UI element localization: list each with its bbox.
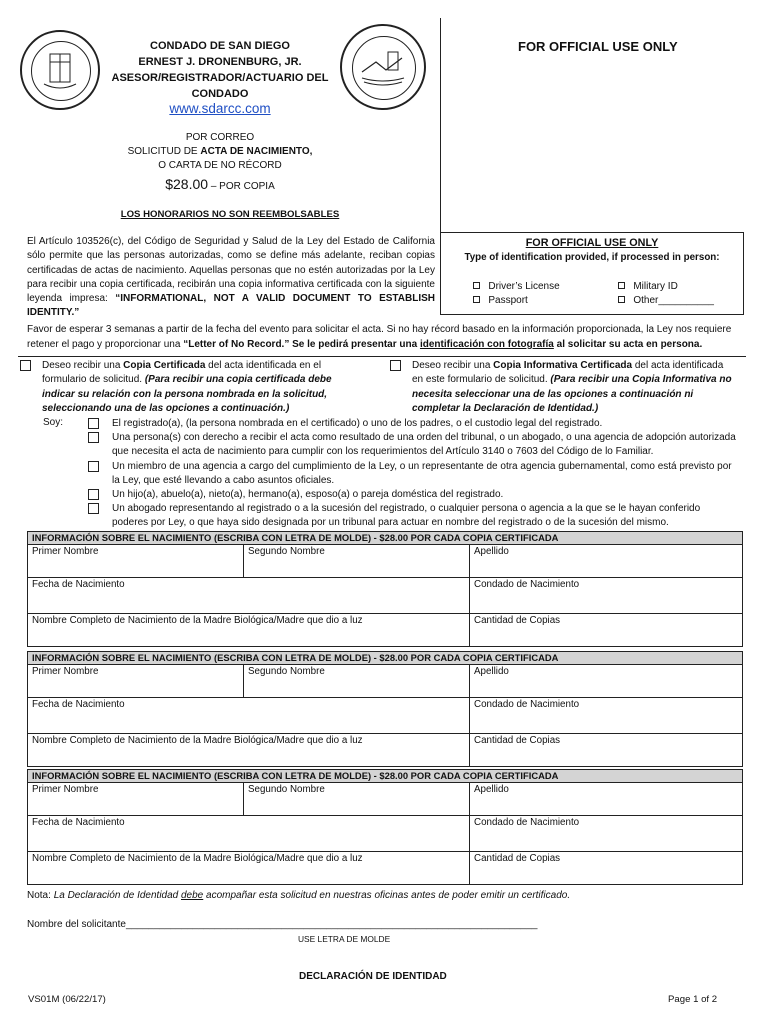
middle-name-field[interactable] — [244, 665, 470, 698]
first-name-field[interactable] — [28, 545, 244, 578]
copies-label: Cantidad de Copias — [474, 853, 561, 864]
first-name-field[interactable] — [28, 665, 244, 698]
relationship-option — [88, 417, 738, 431]
seal-right-graphic — [342, 26, 424, 108]
note-must: debe — [181, 890, 204, 901]
copies-field[interactable] — [470, 734, 743, 767]
officer-title-line2: CONDADO — [191, 88, 249, 100]
relationship-checkbox-2[interactable] — [88, 432, 99, 443]
website-link[interactable]: www.sdarcc.com — [169, 101, 271, 116]
drivers-license-checkbox[interactable] — [473, 282, 480, 289]
last-name-field[interactable] — [470, 545, 743, 578]
applicant-name-input[interactable]: __________________________________________________________________________ — [125, 919, 538, 930]
last-name-field[interactable] — [470, 665, 743, 698]
birth-date-field[interactable] — [28, 816, 470, 852]
birth-county-field[interactable] — [470, 578, 743, 614]
copy-section-top-rule — [18, 356, 746, 357]
mother-name-field[interactable] — [28, 614, 470, 647]
official-use-box-title: FOR OFFICIAL USE ONLY — [525, 237, 659, 249]
copies-field[interactable] — [470, 852, 743, 885]
declaration-title: DECLARACIÓN DE IDENTIDAD — [299, 971, 447, 982]
note-italic-2: acompañar esta solicitud en nuestras oficinas antes de poder emitir un certificado. — [203, 890, 571, 901]
relationship-option — [88, 431, 738, 459]
certified-suffix: del acta identificada en el formulario de solicitud. — [42, 360, 322, 386]
relationship-label: Soy: — [43, 417, 64, 428]
passport-checkbox[interactable] — [473, 296, 480, 303]
certified-copy-option — [42, 359, 342, 416]
relationship-checkbox-1[interactable] — [88, 418, 99, 429]
last-name-field[interactable] — [470, 783, 743, 816]
birth-date-field[interactable] — [28, 698, 470, 734]
mother-name-label: Nombre Completo de Nacimiento de la Madre Biológica/Madre que dio a luz — [32, 853, 363, 864]
relationship-checkbox-4[interactable] — [88, 489, 99, 500]
military-id-checkbox[interactable] — [618, 282, 625, 289]
certified-copy-checkbox[interactable] — [20, 360, 31, 374]
fee-amount: $28.00 — [165, 176, 209, 192]
military-id-label: Military ID — [633, 281, 678, 292]
first-name-field[interactable] — [28, 783, 244, 816]
informative-suffix: del acta identificada en este formulario de solicitud. — [412, 360, 724, 386]
birth-info-table-3 — [27, 769, 743, 885]
article-legend: “INFORMATIONAL, NOT A VALID DOCUMENT TO ESTABLISH IDENTITY.” — [27, 293, 435, 319]
relationship-option-4-text: Un hijo(a), abuelo(a), nieto(a), hermano(a), esposo(a) o pareja doméstica del registrado. — [112, 489, 504, 501]
birth-info-header: INFORMACIÓN SOBRE EL NACIMIENTO (ESCRIBA CON LETRA DE MOLDE) - $28.00 POR CADA COPIA CERTIFICADA — [28, 532, 743, 545]
last-name-label: Apellido — [474, 784, 509, 795]
birth-county-field[interactable] — [470, 698, 743, 734]
informative-copy-option — [412, 359, 737, 416]
mother-name-field[interactable] — [28, 852, 470, 885]
birth-date-field[interactable] — [28, 578, 470, 614]
print-hint: USE LETRA DE MOLDE — [298, 934, 391, 944]
request-prefix: SOLICITUD DE — [127, 146, 201, 157]
county-name: CONDADO DE SAN DIEGO — [150, 40, 290, 52]
relationship-checkbox-5[interactable] — [88, 503, 99, 514]
relationship-option — [88, 460, 738, 488]
certified-instructions: (Para recibir una copia certificada debe indicar su relación con la persona nombrada en la solicitud, seleccionando una de las opciones a continuación.) — [42, 374, 332, 414]
official-use-label: FOR OFFICIAL USE ONLY — [518, 39, 678, 54]
officer-title-line1: ASESOR/REGISTRADOR/ACTUARIO DEL — [111, 72, 329, 84]
mother-name-field[interactable] — [28, 734, 470, 767]
birth-date-label: Fecha de Nacimiento — [32, 817, 125, 828]
request-type: ACTA DE NACIMIENTO, — [200, 146, 313, 157]
passport-label: Passport — [488, 295, 528, 306]
header-divider — [440, 18, 441, 232]
wait-photo-id: identificación con fotografía — [419, 339, 554, 350]
copies-label: Cantidad de Copias — [474, 735, 561, 746]
form-code: VS01M (06/22/17) — [28, 994, 106, 1005]
first-name-label: Primer Nombre — [32, 546, 99, 557]
birth-info-table-2 — [27, 651, 743, 767]
birth-county-label: Condado de Nacimiento — [474, 579, 580, 590]
request-block — [80, 131, 360, 173]
county-seal-left — [20, 30, 100, 110]
no-record-label: O CARTA DE NO RÉCORD — [158, 160, 282, 171]
wait-text: Favor de esperar 3 semanas a partir de la fecha del evento para solicitar el acta. Si no hay récord basado en la información proporcionada, la Ley nos requiere retener el pago y proporcionar una — [27, 324, 732, 350]
relationship-option — [88, 488, 738, 502]
relationship-option-5-text: Un abogado representando al registrado o a la sucesión del registrado, o cualquier persona o agencia a la que se le hayan conferido poderes por Ley, o que haya sido designada por un tribunal para actuar en nombre del registrado o de la sucesión del mismo. — [112, 503, 701, 529]
applicant-name-label: Nombre del solicitante — [27, 919, 126, 930]
wait-paragraph — [27, 322, 747, 352]
middle-name-label: Segundo Nombre — [248, 666, 325, 677]
other-id-checkbox[interactable] — [618, 296, 625, 303]
declaration-note — [27, 890, 747, 901]
last-name-label: Apellido — [474, 546, 509, 557]
header-block — [105, 38, 335, 102]
mother-name-label: Nombre Completo de Nacimiento de la Madre Biológica/Madre que dio a luz — [32, 615, 363, 626]
other-id-label: Other__________ — [633, 295, 714, 306]
informative-bold: Copia Informativa Certificada — [493, 360, 633, 371]
official-use-box-subtitle: Type of identification provided, if processed in person: — [464, 252, 720, 263]
birth-info-header: INFORMACIÓN SOBRE EL NACIMIENTO (ESCRIBA CON LETRA DE MOLDE) - $28.00 POR CADA COPIA CERTIFICADA — [28, 652, 743, 665]
middle-name-label: Segundo Nombre — [248, 546, 325, 557]
non-refundable-notice: LOS HONORARIOS NO SON REEMBOLSABLES — [120, 209, 340, 220]
birth-county-label: Condado de Nacimiento — [474, 817, 580, 828]
middle-name-label: Segundo Nombre — [248, 784, 325, 795]
article-text: El Artículo 103526(c), del Código de Seguridad y Salud de la Ley del Estado de California sólo permite que las personas autorizadas, como se define más adelante, reciban copias certificadas de actas de nacimiento. Aquellas personas que no estén autorizadas por la Ley para recibir una copia certificada, recibirán una copia informativa certificada con la siguiente leyenda impresa: — [27, 236, 435, 305]
middle-name-field[interactable] — [244, 545, 470, 578]
birth-date-label: Fecha de Nacimiento — [32, 579, 125, 590]
birth-info-header: INFORMACIÓN SOBRE EL NACIMIENTO (ESCRIBA CON LETRA DE MOLDE) - $28.00 POR CADA COPIA CERTIFICADA — [28, 770, 743, 783]
applicant-name-row — [27, 919, 747, 930]
relationship-checkbox-3[interactable] — [88, 461, 99, 472]
page-number: Page 1 of 2 — [668, 994, 718, 1005]
relationship-options — [88, 417, 738, 531]
note-italic-1: La Declaración de Identidad — [53, 890, 181, 901]
certified-bold: Copia Certificada — [123, 360, 206, 371]
note-prefix: Nota: — [27, 890, 54, 901]
informative-prefix: Deseo recibir una — [412, 360, 494, 371]
wait-bold1: “Letter of No Record.” Se le pedirá presentar una — [183, 339, 420, 350]
drivers-license-label: Driver’s License — [488, 281, 560, 292]
birth-county-field[interactable] — [470, 816, 743, 852]
official-use-box — [440, 232, 744, 315]
relationship-option-2-text: Una persona(s) con derecho a recibir el acta como resultado de una orden del tribunal, o un abogado, o una agencia de adopción autorizada que necesita el acta de nacimiento para cumplir con los requerimientos del Artículo 3140 o 7603 del Código de lo Familiar. — [112, 432, 736, 458]
certified-prefix: Deseo recibir una — [42, 360, 124, 371]
mother-name-label: Nombre Completo de Nacimiento de la Madre Biológica/Madre que dio a luz — [32, 735, 363, 746]
birth-info-table-1 — [27, 531, 743, 647]
first-name-label: Primer Nombre — [32, 666, 99, 677]
seal-left-graphic — [22, 32, 98, 108]
relationship-option-3-text: Un miembro de una agencia a cargo del cumplimiento de la Ley, o un representante de otra agencia gubernamental, como está previsto por la Ley, que esté llevando a cabo asuntos oficiales. — [112, 460, 732, 486]
informative-copy-checkbox[interactable] — [390, 360, 401, 374]
first-name-label: Primer Nombre — [32, 784, 99, 795]
middle-name-field[interactable] — [244, 783, 470, 816]
informative-instructions: (Para recibir una Copia Informativa no necesita seleccionar una de las opciones a continuación ni completar la Declaración de Identidad.) — [412, 374, 732, 414]
officer-name: ERNEST J. DRONENBURG, JR. — [138, 56, 302, 68]
by-mail-label: POR CORREO — [185, 132, 255, 143]
last-name-label: Apellido — [474, 666, 509, 677]
relationship-option-1-text: El registrado(a), (la persona nombrada en el certificado) o uno de los padres, o el custodio legal del registrado. — [112, 418, 603, 429]
copies-field[interactable] — [470, 614, 743, 647]
wait-bold2: al solicitar su acta en persona. — [553, 339, 703, 350]
relationship-option — [88, 502, 738, 530]
birth-date-label: Fecha de Nacimiento — [32, 699, 125, 710]
county-seal-right — [340, 24, 426, 110]
article-paragraph — [27, 235, 435, 321]
birth-county-label: Condado de Nacimiento — [474, 699, 580, 710]
copies-label: Cantidad de Copias — [474, 615, 561, 626]
fee-suffix: – POR COPIA — [208, 181, 275, 192]
